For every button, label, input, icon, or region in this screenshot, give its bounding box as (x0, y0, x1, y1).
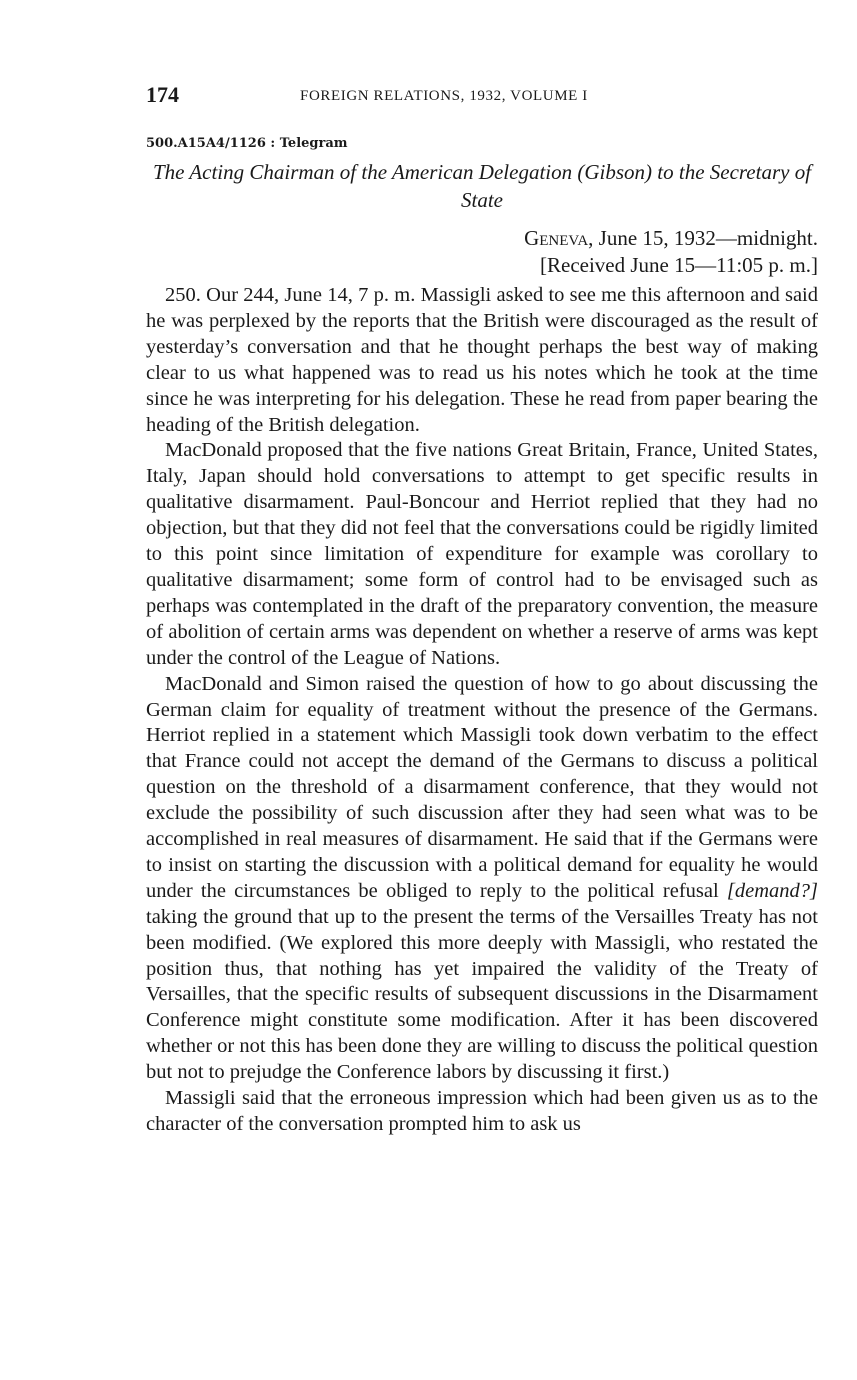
paragraph-3 (146, 672, 818, 1087)
running-head: FOREIGN RELATIONS, 1932, VOLUME I (300, 88, 588, 104)
dateline-place: Geneva (524, 226, 589, 250)
telegram-body (146, 283, 818, 1138)
dateline-received: [Received June 15—11:05 p. m.] (540, 253, 818, 277)
page-header (146, 82, 818, 112)
document-title: The Acting Chairman of the American Delegation (Gibson) to the Secretary of State (152, 160, 812, 212)
paragraph-3-part-a: MacDonald and Simon raised the question of how to go about discussing the German claim for equality of treatment without the presence of the Germans. Herriot replied in a statement which Massigli took down verbatim to the effect that France could not accept the demand of the Germans to discuss a political question on the threshold of a disarmament conference, that they would not exclude the possibility of such discussion after they had seen what was to be accomplished in real measures of disarmament. He said that if the Germans were to insist on starting the discussion with a political demand for equality he would under the circumstances be obliged to reply to the political refusal (146, 672, 818, 902)
paragraph-1: 250. Our 244, June 14, 7 p. m. Massigli asked to see me this afternoon and said he was perplexed by the reports that the British were discouraged as the result of yesterday’s conversation and that he thought perhaps the best way of making clear to us what happened was to read us his notes which he took at the time since he was interpreting for his delegation. These he read from paper bearing the heading of the British delegation. (146, 284, 818, 436)
paragraph-3-emphasis: [demand?] (726, 879, 818, 902)
paragraph-3-part-b: taking the ground that up to the present the terms of the Versailles Treaty has not been modified. (We explored this more deeply with Massigli, who restated the position thus, that nothing has yet impaired the validity of the Treaty of Versailles, that the specific results of subsequent discussions in the Disarmament Conference might constitute some modification. After it has been discovered whether or not this has been done they are willing to discuss the political question but not to prejudge the Conference labors by discussing it first.) (146, 905, 818, 1084)
dateline-date: , June 15, 1932—midnight. (588, 226, 818, 250)
page-number: 174 (146, 82, 179, 107)
dateline-sent (524, 225, 818, 252)
dateline (524, 225, 818, 279)
paragraph-2: MacDonald proposed that the five nations Great Britain, France, United States, Italy, Japan should hold conversations to attempt to get specific results in qualitative disarmament. Paul-Boncour and Herriot replied that they had no objection, but that they did not feel that the conversations could be rigidly limited to this point since limitation of expenditure for example was corollary to qualitative disarmament; some form of control had to be envisaged such as perhaps was contemplated in the draft of the preparatory convention, the measure of abolition of certain arms was dependent on whether a reserve of arms was kept under the control of the League of Nations. (146, 439, 818, 669)
paragraph-4: Massigli said that the erroneous impression which had been given us as to the character of the conversation prompted him to ask us (146, 1087, 818, 1135)
file-reference: 500.A15A4/1126 : Telegram (146, 136, 348, 151)
